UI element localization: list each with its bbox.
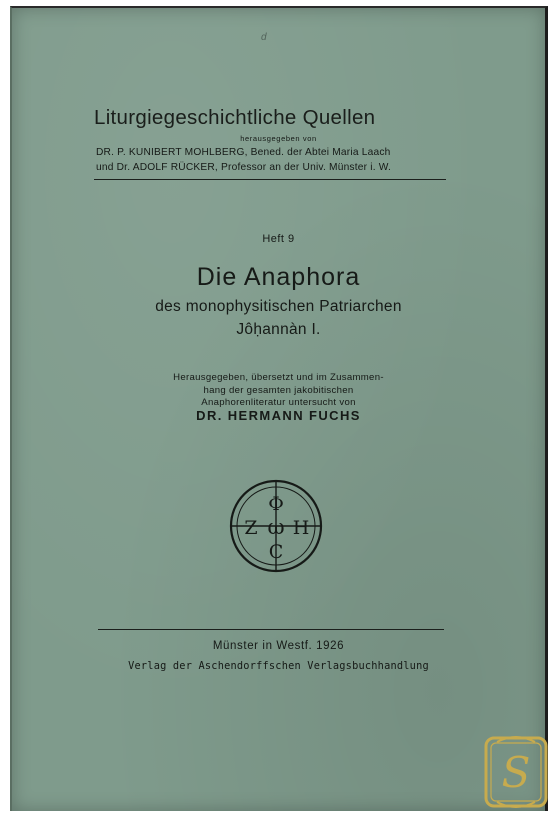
subtitle: des monophysitischen Patriarchen <box>155 298 402 315</box>
stamp-monogram: S <box>501 748 531 797</box>
place-and-date: Münster in Westf. 1926 <box>212 640 345 652</box>
patriarch-name: Jôḥannàn I. <box>236 321 321 338</box>
editor-line-2: und Dr. ADOLF RÜCKER, Professor an der Univ. Münster i. W. <box>96 162 392 173</box>
book-cover <box>10 6 548 811</box>
editor-line-1: DR. P. KUNIBERT MOHLBERG, Bened. der Abtei Maria Laach <box>96 147 391 158</box>
editors-block <box>96 145 536 175</box>
emblem-letter-right: H <box>292 517 310 539</box>
edition-description-line-3: Anaphorenliteratur untersucht von <box>201 397 356 408</box>
edition-description <box>12 372 545 410</box>
top-rule <box>94 179 446 180</box>
edition-description-line-2: hang der gesamten jakobitischen <box>203 384 354 396</box>
author-name: DR. HERMANN FUCHS <box>196 408 361 423</box>
emblem-letter-left: Z <box>244 517 258 539</box>
publisher-emblem-icon <box>228 478 324 574</box>
emblem-letter-bottom: C <box>268 541 284 563</box>
monogram-stamp-icon <box>483 734 549 810</box>
edition-description-line-1: Herausgegeben, übersetzt und im Zusammen- <box>173 372 384 383</box>
emblem-letter-center: ω <box>267 515 285 539</box>
pencil-mark: d <box>261 32 267 43</box>
series-title: Liturgiegeschichtliche Quellen <box>94 106 376 129</box>
main-title: Die Anaphora <box>196 263 361 291</box>
publisher-name: Verlag der Aschendorffschen Verlagsbuchhandlung <box>128 660 429 672</box>
issue-number: Heft 9 <box>262 233 295 245</box>
series-subtitle: herausgegeben von <box>240 134 317 143</box>
emblem-letter-top: Φ <box>268 493 284 515</box>
bottom-rule <box>98 629 444 630</box>
